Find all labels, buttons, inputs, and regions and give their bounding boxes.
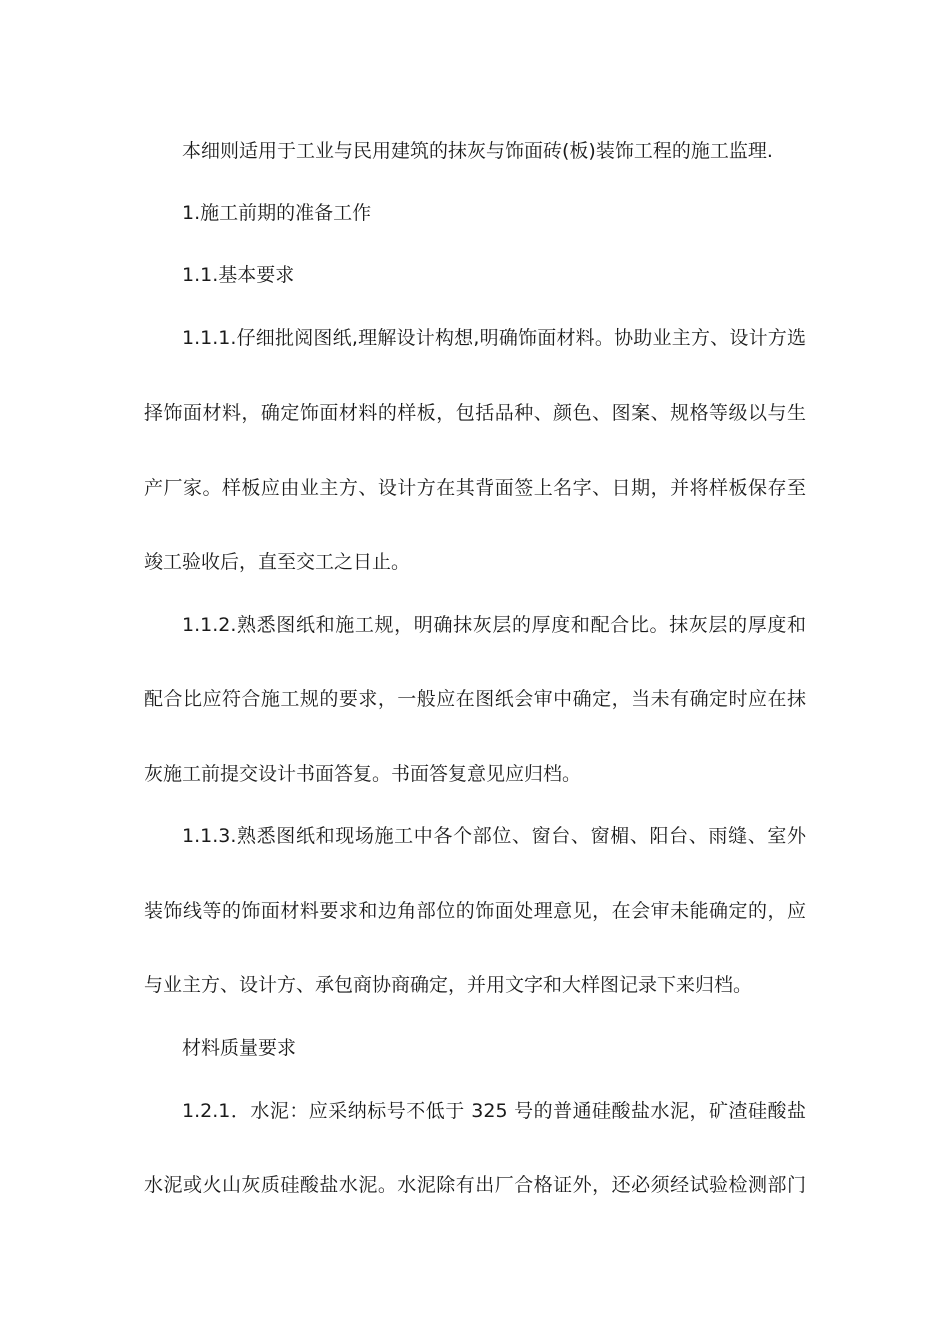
- paragraph-1-1-1-line-2: 择饰面材料，确定饰面材料的样板，包括品种、颜色、图案、规格等级以与生: [144, 402, 806, 424]
- paragraph-1-1-3-line-3: 与业主方、设计方、承包商协商确定，并用文字和大样图记录下来归档。: [144, 974, 753, 996]
- section-heading-1-1: 1.1.基本要求: [182, 264, 295, 286]
- paragraph-1-1-1-line-1: 1.1.1.仔细批阅图纸,理解设计构想,明确饰面材料。协助业主方、设计方选: [182, 327, 806, 349]
- paragraph-1-1-3-line-1: 1.1.3.熟悉图纸和现场施工中各个部位、窗台、窗楣、阳台、雨缝、室外: [182, 825, 806, 847]
- paragraph-1-1-2-line-2: 配合比应符合施工规的要求，一般应在图纸会审中确定，当未有确定时应在抹: [144, 688, 806, 710]
- paragraph-1-1-1-line-3: 产厂家。样板应由业主方、设计方在其背面签上名字、日期，并将样板保存至: [144, 477, 806, 499]
- paragraph-1-1-2-line-3: 灰施工前提交设计书面答复。书面答复意见应归档。: [144, 763, 582, 785]
- section-heading-1: 1.施工前期的准备工作: [182, 202, 372, 224]
- paragraph-1-1-2-line-1: 1.1.2.熟悉图纸和施工规，明确抹灰层的厚度和配合比。抹灰层的厚度和: [182, 614, 806, 636]
- paragraph-1-1-1-line-4: 竣工验收后，直至交工之日止。: [144, 551, 411, 573]
- intro-paragraph: 本细则适用于工业与民用建筑的抹灰与饰面砖(板)装饰工程的施工监理.: [182, 140, 773, 162]
- paragraph-1-2-1-line-2: 水泥或火山灰质硅酸盐水泥。水泥除有出厂合格证外，还必须经试验检测部门: [144, 1174, 806, 1196]
- paragraph-1-2-1-line-1: 1.2.1．水泥：应采纳标号不低于 325 号的普通硅酸盐水泥，矿渣硅酸盐: [182, 1100, 806, 1122]
- section-heading-material-quality: 材料质量要求: [182, 1037, 297, 1059]
- paragraph-1-1-3-line-2: 装饰线等的饰面材料要求和边角部位的饰面处理意见，在会审未能确定的，应: [144, 900, 806, 922]
